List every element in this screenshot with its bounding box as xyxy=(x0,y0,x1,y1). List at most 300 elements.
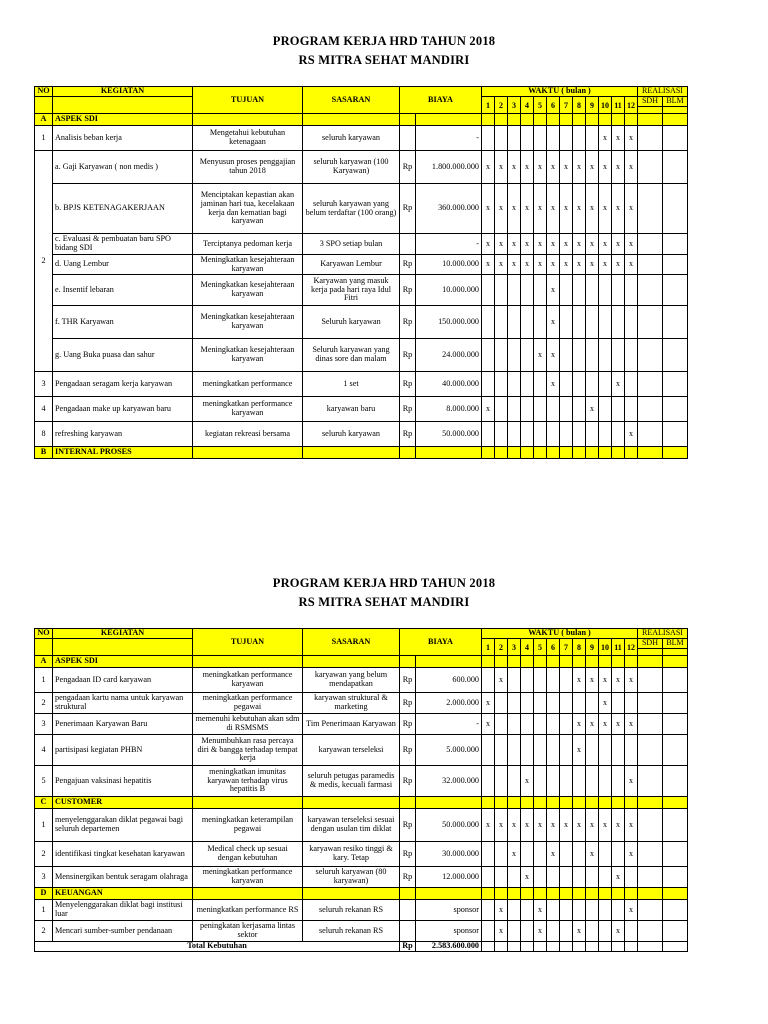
month-cell-10 xyxy=(599,766,612,797)
section-a-cell xyxy=(534,114,547,126)
month-cell-8 xyxy=(573,693,586,714)
table-row xyxy=(35,867,688,888)
month-cell-10: x xyxy=(599,126,612,151)
section-a-cell xyxy=(521,114,534,126)
month-cell-3 xyxy=(508,306,521,339)
row-sdh xyxy=(638,842,663,867)
row-biaya: 600.000 xyxy=(416,668,482,693)
row-blm xyxy=(663,842,688,867)
month-cell-11: x xyxy=(612,184,625,234)
month-cell-6: x xyxy=(547,255,560,275)
section-a-cell xyxy=(625,114,638,126)
section-d-cell xyxy=(625,888,638,900)
row-rp: Rp xyxy=(400,668,416,693)
row-tujuan: Meningkatkan kesejahteraan karyawan xyxy=(193,339,303,372)
month-cell-6 xyxy=(547,422,560,447)
section-d-cell xyxy=(560,888,573,900)
row-no: 1 xyxy=(35,668,53,693)
month-cell-4 xyxy=(521,339,534,372)
row-tujuan: Menyusun proses penggajian tahun 2018 xyxy=(193,151,303,184)
month-cell-5 xyxy=(534,867,547,888)
month-cell-4 xyxy=(521,693,534,714)
program-table-2-body xyxy=(34,655,688,952)
month-cell-10: x xyxy=(599,255,612,275)
month-cell-1 xyxy=(482,275,495,306)
section-b-cell xyxy=(303,447,400,459)
row-blm xyxy=(663,339,688,372)
month-cell-9: x xyxy=(586,151,599,184)
row-sdh xyxy=(638,766,663,797)
month-cell-9: x xyxy=(586,397,599,422)
section-a-label: ASPEK SDI xyxy=(53,114,193,126)
month-cell-11 xyxy=(612,397,625,422)
row-sasaran: 3 SPO setiap bulan xyxy=(303,234,400,255)
header2-waktu: WAKTU ( bulan ) xyxy=(482,629,638,639)
month-cell-2 xyxy=(495,735,508,766)
month-11: 11 xyxy=(612,97,625,116)
row-biaya: 8.000.000 xyxy=(416,397,482,422)
month-cell-12: x xyxy=(625,184,638,234)
month-cell-2: x xyxy=(495,809,508,842)
month-cell-1 xyxy=(482,339,495,372)
section-d-letter: D xyxy=(35,888,53,900)
section-b-cell xyxy=(560,447,573,459)
section-b-cell xyxy=(547,447,560,459)
month-cell-5 xyxy=(534,766,547,797)
section-b-cell xyxy=(599,447,612,459)
month-cell-11: x xyxy=(612,668,625,693)
section-a-cell xyxy=(560,114,573,126)
row-no: 2 xyxy=(35,842,53,867)
table-row xyxy=(35,921,688,942)
month-cell-3 xyxy=(508,126,521,151)
total-cell xyxy=(495,942,508,952)
row-rp xyxy=(400,921,416,942)
row-sdh xyxy=(638,234,663,255)
month-cell-7 xyxy=(560,339,573,372)
section-c-cell xyxy=(482,797,495,809)
month-cell-4 xyxy=(521,921,534,942)
row-blm xyxy=(663,306,688,339)
row-tujuan: meningkatkan performance karyawan xyxy=(193,867,303,888)
row-rp: Rp xyxy=(400,275,416,306)
row-sasaran: karyawan baru xyxy=(303,397,400,422)
table-row xyxy=(35,668,688,693)
month-cell-4: x xyxy=(521,255,534,275)
month-cell-9 xyxy=(586,306,599,339)
month-cell-9: x xyxy=(586,184,599,234)
month-cell-10 xyxy=(599,921,612,942)
section-d-cell xyxy=(547,888,560,900)
month-cell-7 xyxy=(560,766,573,797)
month-8: 8 xyxy=(573,97,586,116)
section-a2-cell xyxy=(495,656,508,668)
row-kegiatan: e. Insentif lebaran xyxy=(53,275,193,306)
month-4: 4 xyxy=(521,97,534,116)
row-kegiatan: Pengadaan ID card karyawan xyxy=(53,668,193,693)
row-sdh xyxy=(638,714,663,735)
row-biaya: 50.000.000 xyxy=(416,422,482,447)
row-tujuan: meningkatkan keterampilan pegawai xyxy=(193,809,303,842)
row-biaya: sponsor xyxy=(416,900,482,921)
row-no: 1 xyxy=(35,900,53,921)
month-cell-2 xyxy=(495,372,508,397)
table-row xyxy=(35,735,688,766)
row-tujuan: meningkatkan performance karyawan xyxy=(193,668,303,693)
month-cell-3 xyxy=(508,339,521,372)
month-cell-3 xyxy=(508,766,521,797)
total-cell xyxy=(638,942,663,952)
row-biaya: sponsor xyxy=(416,921,482,942)
table-row xyxy=(35,397,688,422)
section-a2-cell xyxy=(599,656,612,668)
row-kegiatan: g. Uang Buka puasa dan sahur xyxy=(53,339,193,372)
row-sasaran: Seluruh karyawan yang dinas sore dan malam xyxy=(303,339,400,372)
row-rp: Rp xyxy=(400,842,416,867)
section-c-cell xyxy=(586,797,599,809)
month-cell-9 xyxy=(586,339,599,372)
row-tujuan: Meningkatkan kesejahteraan karyawan xyxy=(193,306,303,339)
total-cell xyxy=(599,942,612,952)
month2-7: 7 xyxy=(560,639,573,658)
total-label: Total Kebutuhan xyxy=(35,942,400,952)
row-blm xyxy=(663,714,688,735)
total-rp: Rp xyxy=(400,942,416,952)
header-sdh: SDH xyxy=(638,97,663,107)
row-sdh xyxy=(638,422,663,447)
month2-6: 6 xyxy=(547,639,560,658)
month-cell-5 xyxy=(534,668,547,693)
section-c-cell xyxy=(193,797,303,809)
month-cell-2: x xyxy=(495,255,508,275)
month-cell-1 xyxy=(482,900,495,921)
row-sdh xyxy=(638,693,663,714)
month-cell-10 xyxy=(599,372,612,397)
month-cell-12: x xyxy=(625,668,638,693)
table-row xyxy=(35,306,688,339)
month-cell-9 xyxy=(586,900,599,921)
month-cell-9 xyxy=(586,422,599,447)
row-rp xyxy=(400,234,416,255)
row-biaya: 32.000.000 xyxy=(416,766,482,797)
month-cell-2: x xyxy=(495,151,508,184)
row-rp: Rp xyxy=(400,151,416,184)
month-cell-9 xyxy=(586,735,599,766)
month-6: 6 xyxy=(547,97,560,116)
month-cell-11 xyxy=(612,693,625,714)
month-5: 5 xyxy=(534,97,547,116)
header-kegiatan: KEGIATAN xyxy=(53,87,193,97)
month-cell-9 xyxy=(586,921,599,942)
month-cell-8: x xyxy=(573,184,586,234)
section-d xyxy=(35,888,688,900)
table-row xyxy=(35,842,688,867)
month-cell-7 xyxy=(560,714,573,735)
page2-subtitle: RS MITRA SEHAT MANDIRI xyxy=(298,595,470,609)
month-cell-7 xyxy=(560,126,573,151)
row-sasaran: 1 set xyxy=(303,372,400,397)
section-a2-cell xyxy=(586,656,599,668)
section-a2-letter: A xyxy=(35,656,53,668)
row-biaya: 24.000.000 xyxy=(416,339,482,372)
month-cell-10 xyxy=(599,306,612,339)
month-cell-12 xyxy=(625,397,638,422)
row-tujuan: Terciptanya pedoman kerja xyxy=(193,234,303,255)
table-row xyxy=(35,255,688,275)
table-row xyxy=(35,422,688,447)
month-cell-2: x xyxy=(495,234,508,255)
month-cell-12: x xyxy=(625,809,638,842)
row-blm xyxy=(663,921,688,942)
section-c-cell xyxy=(663,797,688,809)
section-c-cell xyxy=(560,797,573,809)
section-a xyxy=(35,114,688,126)
header-blm: BLM xyxy=(663,97,688,107)
month-cell-9 xyxy=(586,867,599,888)
section-a2-cell xyxy=(625,656,638,668)
month-cell-4 xyxy=(521,275,534,306)
section-d-cell xyxy=(638,888,663,900)
month-cell-1: x xyxy=(482,151,495,184)
month-cell-7 xyxy=(560,306,573,339)
month-cell-4 xyxy=(521,372,534,397)
month-cell-2 xyxy=(495,275,508,306)
month-cell-5: x xyxy=(534,184,547,234)
row-biaya: 50.000.000 xyxy=(416,809,482,842)
table-row xyxy=(35,766,688,797)
row-sasaran: seluruh rekanan RS xyxy=(303,900,400,921)
month-cell-11 xyxy=(612,735,625,766)
month-cell-2 xyxy=(495,422,508,447)
section-d-cell xyxy=(534,888,547,900)
total-cell xyxy=(560,942,573,952)
row-no: 4 xyxy=(35,735,53,766)
month-cell-1 xyxy=(482,668,495,693)
section-a-cell xyxy=(612,114,625,126)
section-b-cell xyxy=(612,447,625,459)
row-rp: Rp xyxy=(400,714,416,735)
table-row xyxy=(35,693,688,714)
month-cell-3 xyxy=(508,422,521,447)
row-sdh xyxy=(638,397,663,422)
section-d-cell xyxy=(586,888,599,900)
row-kegiatan: pengadaan kartu nama untuk karyawan struktural xyxy=(53,693,193,714)
row-kegiatan: Mencari sumber-sumber pendanaan xyxy=(53,921,193,942)
month-cell-8: x xyxy=(573,735,586,766)
row-kegiatan: f. THR Karyawan xyxy=(53,306,193,339)
section-a2-cell xyxy=(638,656,663,668)
total-cell xyxy=(534,942,547,952)
month-cell-11: x xyxy=(612,255,625,275)
section-a-cell xyxy=(303,114,400,126)
header2-blm: BLM xyxy=(663,639,688,649)
section-b-cell xyxy=(663,447,688,459)
row-tujuan: Meningkatkan kesejahteraan karyawan xyxy=(193,275,303,306)
month-cell-8: x xyxy=(573,714,586,735)
section-c-letter: C xyxy=(35,797,53,809)
month-cell-10: x xyxy=(599,668,612,693)
row-tujuan: peningkatan kerjasama lintas sektor xyxy=(193,921,303,942)
section-a-cell xyxy=(508,114,521,126)
month-cell-6: x xyxy=(547,151,560,184)
row-sasaran: karyawan yang belum mendapatkan xyxy=(303,668,400,693)
month-cell-9 xyxy=(586,693,599,714)
section-a-cell xyxy=(416,114,482,126)
month-cell-5 xyxy=(534,422,547,447)
month-cell-8 xyxy=(573,422,586,447)
section-a2-cell xyxy=(521,656,534,668)
month2-11: 11 xyxy=(612,639,625,658)
row-no: 1 xyxy=(35,809,53,842)
section-c-cell xyxy=(625,797,638,809)
month-cell-12 xyxy=(625,339,638,372)
month-cell-6 xyxy=(547,735,560,766)
month-cell-6: x xyxy=(547,842,560,867)
month-cell-2: x xyxy=(495,668,508,693)
row-rp: Rp xyxy=(400,867,416,888)
section-a2-cell xyxy=(573,656,586,668)
row-biaya: 40.000.000 xyxy=(416,372,482,397)
row-no: 2 xyxy=(35,921,53,942)
header2-sasaran: SASARAN xyxy=(303,629,400,658)
month-7: 7 xyxy=(560,97,573,116)
row-sdh xyxy=(638,372,663,397)
row-tujuan: Meningkatkan kesejahteraan karyawan xyxy=(193,255,303,275)
section-b-letter: B xyxy=(35,447,53,459)
month-cell-6 xyxy=(547,668,560,693)
section-c-cell xyxy=(495,797,508,809)
row-kegiatan: refreshing karyawan xyxy=(53,422,193,447)
table-row xyxy=(35,372,688,397)
month-cell-8: x xyxy=(573,809,586,842)
month-cell-6: x xyxy=(547,184,560,234)
header-realisasi: REALISASI xyxy=(638,87,688,97)
row-sasaran: seluruh karyawan yang belum terdaftar (100 orang) xyxy=(303,184,400,234)
row-rp: Rp xyxy=(400,255,416,275)
page2-title: PROGRAM KERJA HRD TAHUN 2018 xyxy=(272,576,496,590)
total-cell xyxy=(612,942,625,952)
month-cell-11: x xyxy=(612,126,625,151)
month-cell-6: x xyxy=(547,372,560,397)
month-cell-4: x xyxy=(521,867,534,888)
header2-kegiatan: KEGIATAN xyxy=(53,629,193,639)
header-biaya: BIAYA xyxy=(400,87,482,116)
month-cell-5 xyxy=(534,842,547,867)
month-cell-4 xyxy=(521,668,534,693)
month-cell-9 xyxy=(586,766,599,797)
row-rp: Rp xyxy=(400,422,416,447)
month-cell-10 xyxy=(599,275,612,306)
row-kegiatan: partisipasi kegiatan PHBN xyxy=(53,735,193,766)
section-c-label: CUSTOMER xyxy=(53,797,193,809)
month-cell-10: x xyxy=(599,234,612,255)
row-sasaran: Karyawan yang masuk kerja pada hari raya Idul Fitri xyxy=(303,275,400,306)
month-cell-9: x xyxy=(586,234,599,255)
month-cell-5 xyxy=(534,306,547,339)
section-a-letter: A xyxy=(35,114,53,126)
row-blm xyxy=(663,668,688,693)
row-tujuan: meningkatkan performance pegawai xyxy=(193,693,303,714)
row-kegiatan: a. Gaji Karyawan ( non medis ) xyxy=(53,151,193,184)
page1-title: PROGRAM KERJA HRD TAHUN 2018 xyxy=(272,34,496,48)
month-cell-5 xyxy=(534,372,547,397)
month-cell-10: x xyxy=(599,693,612,714)
row-rp: Rp xyxy=(400,735,416,766)
month-cell-12: x xyxy=(625,126,638,151)
month-cell-8 xyxy=(573,126,586,151)
month-cell-4: x xyxy=(521,234,534,255)
month-cell-10: x xyxy=(599,714,612,735)
month-cell-1: x xyxy=(482,255,495,275)
month-cell-4 xyxy=(521,714,534,735)
row-blm xyxy=(663,422,688,447)
month-cell-12: x xyxy=(625,842,638,867)
month-cell-1 xyxy=(482,842,495,867)
section-d-cell xyxy=(663,888,688,900)
row-sdh xyxy=(638,275,663,306)
row-sdh xyxy=(638,867,663,888)
row-kegiatan: Penerimaan Karyawan Baru xyxy=(53,714,193,735)
month-cell-6: x xyxy=(547,275,560,306)
month-cell-12 xyxy=(625,921,638,942)
month-cell-7 xyxy=(560,867,573,888)
month-cell-2: x xyxy=(495,900,508,921)
month-cell-7: x xyxy=(560,151,573,184)
section-a2-cell xyxy=(560,656,573,668)
row-rp: Rp xyxy=(400,766,416,797)
row-tujuan: memenuhi kebutuhan akan sdm di RSMSMS xyxy=(193,714,303,735)
month-cell-12: x xyxy=(625,766,638,797)
row-tujuan: kegiatan rekreasi bersama xyxy=(193,422,303,447)
row-rp xyxy=(400,900,416,921)
month2-5: 5 xyxy=(534,639,547,658)
row-blm xyxy=(663,234,688,255)
row-tujuan: Menumbuhkan rasa percaya diri & bangga terhadap tempat kerja xyxy=(193,735,303,766)
month-cell-2 xyxy=(495,867,508,888)
section-b-cell xyxy=(625,447,638,459)
month-cell-6: x xyxy=(547,339,560,372)
section-d-cell xyxy=(599,888,612,900)
month2-4: 4 xyxy=(521,639,534,658)
month-cell-5 xyxy=(534,275,547,306)
row-rp: Rp xyxy=(400,184,416,234)
row-rp: Rp xyxy=(400,306,416,339)
month-cell-1: x xyxy=(482,809,495,842)
row-kegiatan: Pengadaan seragam kerja karyawan xyxy=(53,372,193,397)
month-cell-3 xyxy=(508,900,521,921)
month-cell-5: x xyxy=(534,151,547,184)
row-sdh xyxy=(638,339,663,372)
month-cell-7 xyxy=(560,668,573,693)
month-cell-1 xyxy=(482,867,495,888)
row-kegiatan: Mensinergikan bentuk seragam olahraga xyxy=(53,867,193,888)
section-a2-cell xyxy=(534,656,547,668)
month-cell-4 xyxy=(521,422,534,447)
row-kegiatan: b. BPJS KETENAGAKERJAAN xyxy=(53,184,193,234)
row-sasaran: seluruh karyawan (100 Karyawan) xyxy=(303,151,400,184)
month-cell-5: x xyxy=(534,339,547,372)
month-cell-10: x xyxy=(599,184,612,234)
month-cell-4: x xyxy=(521,151,534,184)
month-cell-8 xyxy=(573,766,586,797)
month-cell-8 xyxy=(573,339,586,372)
month-cell-11: x xyxy=(612,714,625,735)
month-cell-4 xyxy=(521,306,534,339)
row-sasaran: karyawan terseleksi sesuai dengan usulan tim diklat xyxy=(303,809,400,842)
row-kegiatan: Analisis beban kerja xyxy=(53,126,193,151)
month-cell-8 xyxy=(573,900,586,921)
month-cell-12: x xyxy=(625,151,638,184)
